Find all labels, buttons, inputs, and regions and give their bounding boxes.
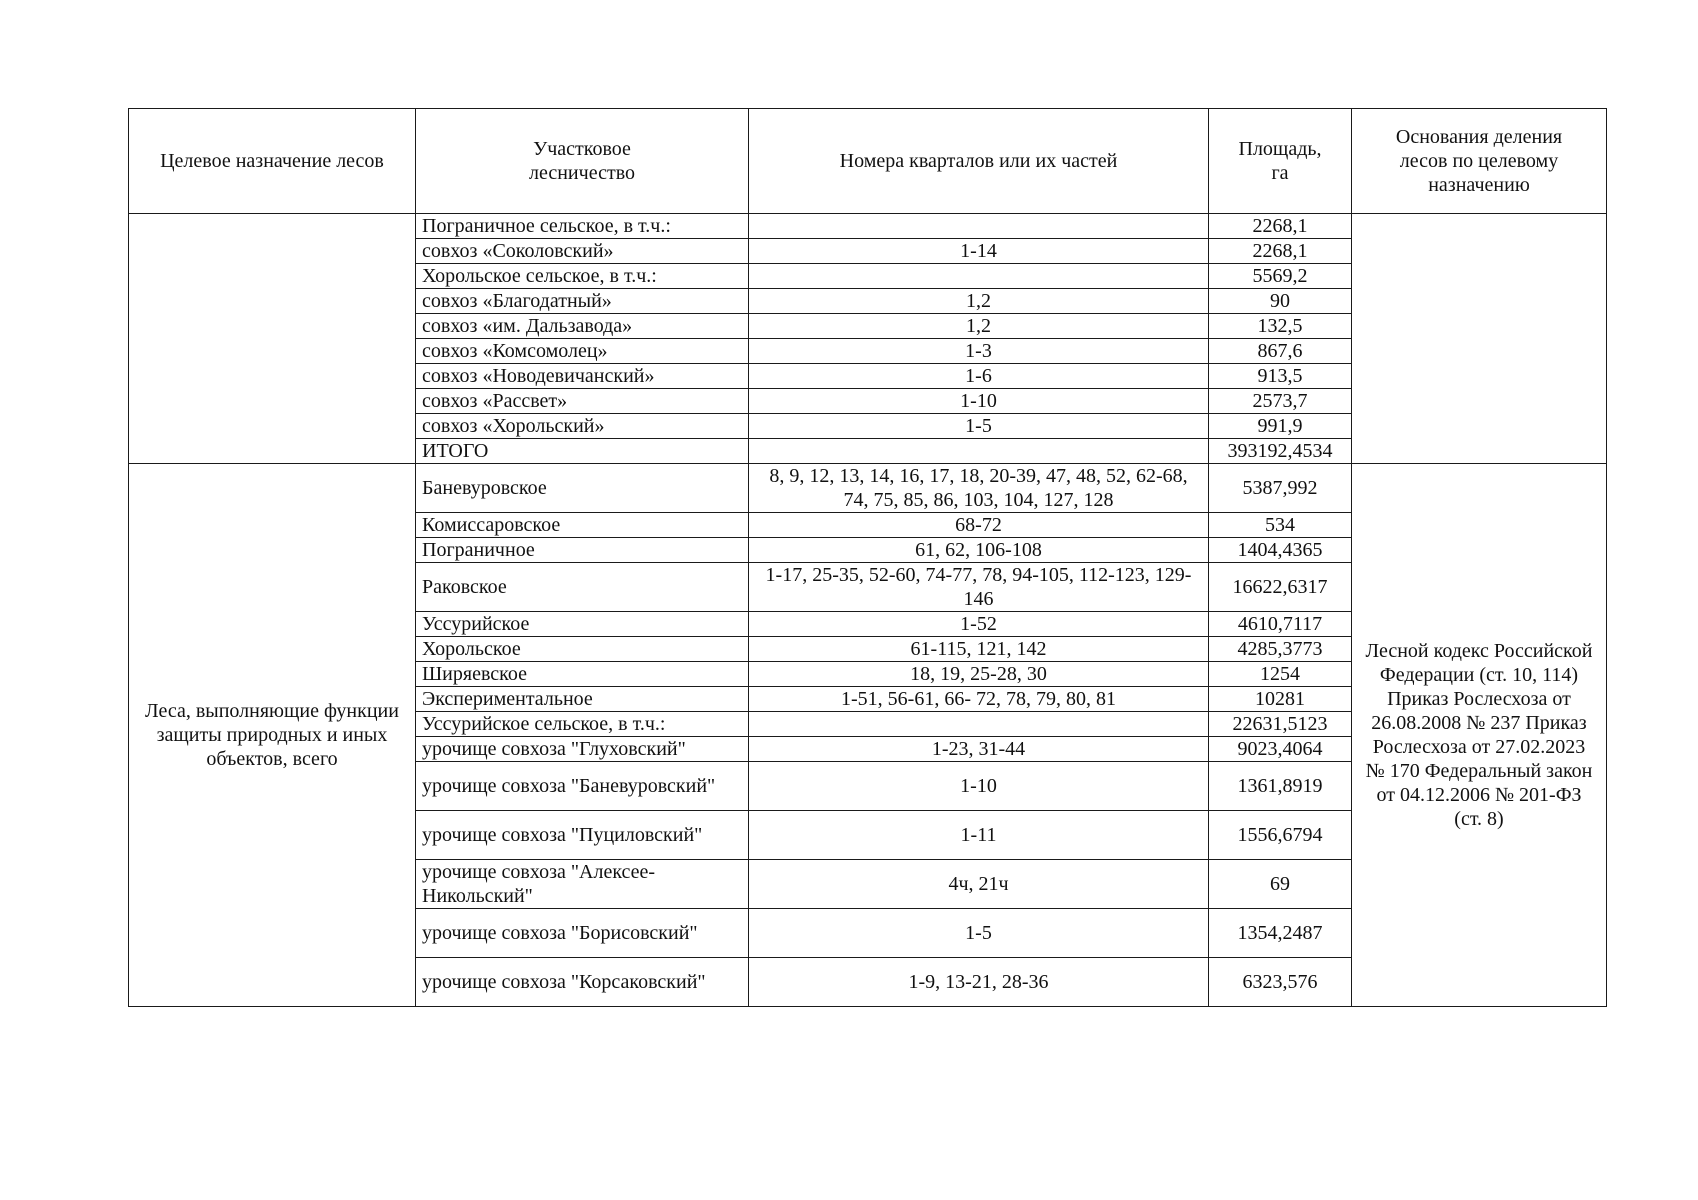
area-cell: 9023,4064 <box>1209 737 1352 762</box>
district-cell: ИТОГО <box>416 439 749 464</box>
area-cell: 90 <box>1209 289 1352 314</box>
area-cell: 1556,6794 <box>1209 811 1352 860</box>
header-area-text: Площадь, га <box>1238 138 1322 184</box>
area-cell: 22631,5123 <box>1209 712 1352 737</box>
table-body <box>129 214 1607 1007</box>
area-cell: 1354,2487 <box>1209 909 1352 958</box>
district-cell: совхоз «Комсомолец» <box>416 339 749 364</box>
quarters-cell: 1-52 <box>749 612 1209 637</box>
area-cell: 913,5 <box>1209 364 1352 389</box>
quarters-cell: 4ч, 21ч <box>749 860 1209 909</box>
district-cell: совхоз «Новодевичанский» <box>416 364 749 389</box>
district-cell: урочище совхоза "Баневуровский" <box>416 762 749 811</box>
quarters-cell <box>749 214 1209 239</box>
quarters-cell <box>749 264 1209 289</box>
area-cell: 991,9 <box>1209 414 1352 439</box>
area-cell: 1404,4365 <box>1209 538 1352 563</box>
area-cell: 867,6 <box>1209 339 1352 364</box>
table-header-row <box>129 109 1607 214</box>
area-cell: 2268,1 <box>1209 214 1352 239</box>
district-cell: Баневуровское <box>416 464 749 513</box>
district-cell: Пограничное <box>416 538 749 563</box>
header-basis <box>1352 109 1607 214</box>
area-cell: 2573,7 <box>1209 389 1352 414</box>
basis-text: Лесной кодекс Российской Федерации (ст. 10, 114) Приказ Рослесхоза от 26.08.2008 № 237 Приказ Рослесхоза от 27.02.2023 № 170 Федеральный закон от 04.12.2006 № 201-ФЗ (ст. 8) <box>1365 640 1593 830</box>
quarters-cell: 1-17, 25-35, 52-60, 74-77, 78, 94-105, 112-123, 129-146 <box>749 563 1209 612</box>
table-row <box>129 464 1607 513</box>
quarters-cell: 1-9, 13-21, 28-36 <box>749 958 1209 1007</box>
district-cell: Уссурийское сельское, в т.ч.: <box>416 712 749 737</box>
district-cell: Пограничное сельское, в т.ч.: <box>416 214 749 239</box>
district-cell: Раковское <box>416 563 749 612</box>
header-district-text: Участковое лесничество <box>529 138 635 184</box>
quarters-cell: 18, 19, 25-28, 30 <box>749 662 1209 687</box>
quarters-cell: 1-23, 31-44 <box>749 737 1209 762</box>
header-purpose: Целевое назначение лесов <box>129 109 416 214</box>
quarters-cell <box>749 712 1209 737</box>
quarters-cell: 1-5 <box>749 414 1209 439</box>
district-cell: Хорольское сельское, в т.ч.: <box>416 264 749 289</box>
district-cell: урочище совхоза "Глуховский" <box>416 737 749 762</box>
forest-purpose-table <box>128 108 1607 1007</box>
district-cell: совхоз «им. Дальзавода» <box>416 314 749 339</box>
area-cell: 6323,576 <box>1209 958 1352 1007</box>
table-row <box>129 214 1607 239</box>
area-cell: 69 <box>1209 860 1352 909</box>
district-cell: урочище совхоза "Борисовский" <box>416 909 749 958</box>
quarters-cell: 1-5 <box>749 909 1209 958</box>
quarters-cell: 1-10 <box>749 389 1209 414</box>
area-cell: 2268,1 <box>1209 239 1352 264</box>
district-cell: урочище совхоза "Пуциловский" <box>416 811 749 860</box>
area-cell: 4610,7117 <box>1209 612 1352 637</box>
header-district <box>416 109 749 214</box>
purpose-text: Леса, выполняющие функции защиты природных и иных объектов, всего <box>145 700 399 770</box>
quarters-cell: 1-3 <box>749 339 1209 364</box>
purpose-cell <box>129 464 416 1007</box>
basis-cell <box>1352 464 1607 1007</box>
area-cell: 5387,992 <box>1209 464 1352 513</box>
quarters-cell: 68-72 <box>749 513 1209 538</box>
header-quarters: Номера кварталов или их частей <box>749 109 1209 214</box>
quarters-cell: 61-115, 121, 142 <box>749 637 1209 662</box>
area-cell: 16622,6317 <box>1209 563 1352 612</box>
quarters-cell <box>749 439 1209 464</box>
quarters-cell: 1,2 <box>749 289 1209 314</box>
quarters-cell: 1-11 <box>749 811 1209 860</box>
header-area <box>1209 109 1352 214</box>
quarters-cell: 8, 9, 12, 13, 14, 16, 17, 18, 20-39, 47, 48, 52, 62-68, 74, 75, 85, 86, 103, 104, 127, 128 <box>749 464 1209 513</box>
quarters-cell: 1,2 <box>749 314 1209 339</box>
quarters-cell: 1-6 <box>749 364 1209 389</box>
quarters-cell: 1-10 <box>749 762 1209 811</box>
area-cell: 1361,8919 <box>1209 762 1352 811</box>
district-cell: Уссурийское <box>416 612 749 637</box>
district-cell: Комиссаровское <box>416 513 749 538</box>
district-cell: совхоз «Рассвет» <box>416 389 749 414</box>
area-cell: 393192,4534 <box>1209 439 1352 464</box>
quarters-cell: 1-14 <box>749 239 1209 264</box>
quarters-cell: 61, 62, 106-108 <box>749 538 1209 563</box>
district-cell: Ширяевское <box>416 662 749 687</box>
district-cell: совхоз «Хорольский» <box>416 414 749 439</box>
district-cell: совхоз «Соколовский» <box>416 239 749 264</box>
area-cell: 10281 <box>1209 687 1352 712</box>
district-cell: совхоз «Благодатный» <box>416 289 749 314</box>
district-cell: урочище совхоза "Алексее-Никольский" <box>416 860 749 909</box>
area-cell: 132,5 <box>1209 314 1352 339</box>
district-cell: Экспериментальное <box>416 687 749 712</box>
area-cell: 5569,2 <box>1209 264 1352 289</box>
quarters-cell: 1-51, 56-61, 66- 72, 78, 79, 80, 81 <box>749 687 1209 712</box>
area-cell: 4285,3773 <box>1209 637 1352 662</box>
district-cell: урочище совхоза "Корсаковский" <box>416 958 749 1007</box>
purpose-cell-blank <box>129 214 416 464</box>
district-cell: Хорольское <box>416 637 749 662</box>
basis-cell-blank <box>1352 214 1607 464</box>
header-basis-text: Основания деления лесов по целевому назначению <box>1395 126 1563 196</box>
area-cell: 534 <box>1209 513 1352 538</box>
area-cell: 1254 <box>1209 662 1352 687</box>
